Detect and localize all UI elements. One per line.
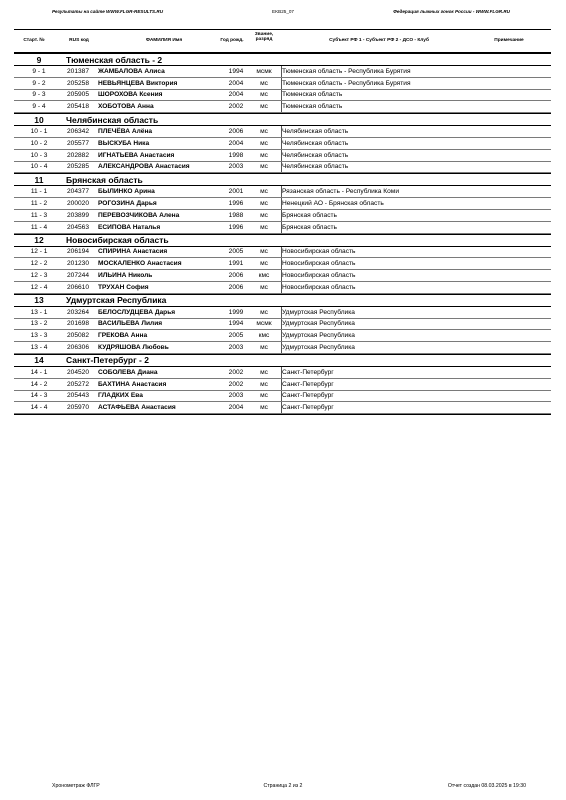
athlete-name-cell: ЖАМБАЛОВА Алиса — [98, 67, 165, 75]
table-row — [14, 101, 551, 113]
rus-code-cell: 206194 — [67, 248, 90, 256]
team-block — [14, 354, 551, 414]
athlete-name-cell: ХОБОТОВА Анна — [98, 103, 154, 111]
athlete-name-cell: МОСКАЛЕНКО Анастасия — [98, 260, 182, 268]
table-row — [14, 138, 551, 150]
rank-cell: кмс — [258, 332, 270, 340]
table-row — [14, 402, 551, 414]
birth-year-cell: 2003 — [228, 163, 244, 171]
start-number-cell: 9 - 1 — [32, 67, 46, 75]
rus-code-cell: 205082 — [67, 332, 90, 340]
start-number-cell: 10 - 2 — [30, 139, 48, 147]
athlete-name-cell: ГЛАДКИХ Ева — [98, 392, 143, 400]
table-bottom-border — [14, 414, 551, 415]
athlete-name-cell: СОБОЛЕВА Диана — [98, 368, 158, 376]
rus-code-cell: 204377 — [67, 188, 90, 196]
table-row — [14, 126, 551, 138]
start-number-cell: 14 - 4 — [30, 404, 48, 412]
region-cell: Ненецкий АО - Брянская область — [282, 199, 384, 207]
rus-code-cell: 205285 — [67, 163, 90, 171]
rus-code-cell: 204520 — [67, 368, 90, 376]
team-number: 10 — [34, 114, 44, 125]
birth-year-cell: 1999 — [228, 308, 244, 316]
start-number-cell: 14 - 1 — [30, 368, 48, 376]
rank-cell: мс — [260, 79, 268, 87]
region-cell: Рязанская область - Республика Коми — [282, 188, 400, 196]
rank-cell: мс — [260, 380, 268, 388]
rank-cell: мс — [260, 308, 268, 316]
birth-year-cell: 2005 — [228, 332, 244, 340]
team-block — [14, 113, 551, 173]
rus-code-cell: 202882 — [67, 151, 90, 159]
team-number: 14 — [34, 355, 44, 366]
rus-code-cell: 200020 — [67, 199, 90, 207]
team-block — [14, 294, 551, 354]
region-cell: Тюменская область — [282, 103, 343, 111]
birth-year-cell: 2006 — [228, 271, 244, 279]
birth-year-cell: 2004 — [228, 79, 244, 87]
col-start-number: Старт. № — [23, 38, 45, 43]
rus-code-cell: 206610 — [67, 283, 90, 291]
team-header — [14, 114, 551, 126]
rus-code-cell: 205258 — [67, 79, 90, 87]
start-number-cell: 10 - 1 — [30, 127, 48, 135]
rus-code-cell: 205577 — [67, 139, 90, 147]
start-number-cell: 9 - 2 — [32, 79, 46, 87]
birth-year-cell: 1996 — [228, 223, 244, 231]
rank-cell: мс — [260, 260, 268, 268]
birth-year-cell: 2006 — [228, 283, 244, 291]
athlete-name-cell: БЫЛИНКО Арина — [98, 188, 155, 196]
team-number: 13 — [34, 295, 44, 306]
region-cell: Новосибирская область — [282, 248, 356, 256]
rus-code-cell: 201230 — [67, 260, 90, 268]
team-name: Брянская область — [66, 174, 143, 185]
region-cell: Новосибирская область — [282, 260, 356, 268]
table-row — [14, 391, 551, 403]
region-cell: Удмуртская Республика — [282, 343, 355, 351]
table-row — [14, 342, 551, 354]
birth-year-cell: 1994 — [228, 320, 244, 328]
table-row — [14, 186, 551, 198]
rank-cell: мс — [260, 91, 268, 99]
table-row — [14, 258, 551, 270]
start-number-cell: 13 - 4 — [30, 343, 48, 351]
table-row — [14, 66, 551, 78]
athlete-name-cell: АЛЕКСАНДРОВА Анастасия — [98, 163, 190, 171]
region-cell: Санкт-Петербург — [282, 380, 334, 388]
team-block — [14, 234, 551, 294]
athlete-name-cell: НЕВЬЯНЦЕВА Виктория — [98, 79, 178, 87]
region-cell: Брянская область — [282, 223, 337, 231]
teams-container — [14, 53, 551, 414]
birth-year-cell: 1991 — [228, 260, 244, 268]
region-cell: Тюменская область - Республика Бурятия — [282, 67, 411, 75]
athlete-name-cell: ВЫСКУБА Ника — [98, 139, 150, 147]
rus-code-cell: 201387 — [67, 67, 90, 75]
col-rank: Звание, разряд — [254, 32, 274, 42]
region-cell: Тюменская область - Республика Бурятия — [282, 79, 411, 87]
region-cell: Санкт-Петербург — [282, 392, 334, 400]
team-header — [14, 235, 551, 247]
rank-cell: мс — [260, 188, 268, 196]
rank-cell: мс — [260, 248, 268, 256]
birth-year-cell: 2002 — [228, 380, 244, 388]
rank-cell: мс — [260, 199, 268, 207]
rank-cell: мс — [260, 103, 268, 111]
start-number-cell: 11 - 3 — [30, 211, 48, 219]
footer-report-created: Отчет создан 08.03.2025 в 19:30 — [447, 783, 526, 789]
team-number: 12 — [34, 235, 44, 246]
birth-year-cell: 1994 — [228, 67, 244, 75]
team-header — [14, 54, 551, 66]
rank-cell: мс — [260, 392, 268, 400]
startlist-table — [14, 29, 551, 415]
col-note: Примечание — [494, 38, 524, 43]
header-site-link[interactable]: Результаты на сайте WWW.FLGR-RESULTS.RU — [52, 9, 164, 14]
rank-cell: мс — [260, 343, 268, 351]
rus-code-cell: 206342 — [67, 127, 90, 135]
table-row — [14, 319, 551, 331]
col-rus-code: RUS код — [69, 38, 89, 43]
region-cell: Тюменская область — [282, 91, 343, 99]
start-number-cell: 12 - 1 — [30, 248, 48, 256]
birth-year-cell: 1996 — [228, 199, 244, 207]
rank-cell: мсмк — [256, 320, 272, 328]
athlete-name-cell: ИГНАТЬЕВА Анастасия — [98, 151, 175, 159]
team-block — [14, 53, 551, 113]
start-number-cell: 14 - 3 — [30, 392, 48, 400]
col-region: Субъект РФ 1 - Субъект РФ 2 - ДСО - Клуб — [329, 38, 429, 43]
rus-code-cell: 205272 — [67, 380, 90, 388]
start-number-cell: 12 - 3 — [30, 271, 48, 279]
athlete-name-cell: БЕЛОСЛУДЦЕВА Дарья — [98, 308, 176, 316]
athlete-name-cell: ВАСИЛЬЕВА Лилия — [98, 320, 163, 328]
region-cell: Брянская область — [282, 211, 337, 219]
rank-cell: мс — [260, 404, 268, 412]
header-federation-link[interactable]: Федерация лыжных гонок России - WWW.FLGR.RU — [393, 9, 510, 14]
table-row — [14, 247, 551, 259]
start-number-cell: 12 - 4 — [30, 283, 48, 291]
athlete-name-cell: КУДРЯШОВА Любовь — [98, 343, 169, 351]
birth-year-cell: 2004 — [228, 91, 244, 99]
table-row — [14, 150, 551, 162]
team-name: Удмуртская Республика — [66, 295, 167, 306]
rank-cell: мс — [260, 223, 268, 231]
col-name: ФАМИЛИЯ Имя — [145, 38, 183, 43]
birth-year-cell: 2002 — [228, 368, 244, 376]
team-name: Новосибирская область — [66, 235, 169, 246]
start-number-cell: 12 - 2 — [30, 260, 48, 268]
birth-year-cell: 2002 — [228, 103, 244, 111]
start-number-cell: 10 - 3 — [30, 151, 48, 159]
footer-timing: Хронометраж ФЛГР — [52, 783, 100, 789]
rus-code-cell: 203264 — [67, 308, 90, 316]
rank-cell: мс — [260, 139, 268, 147]
rus-code-cell: 203899 — [67, 211, 90, 219]
region-cell: Удмуртская Республика — [282, 320, 355, 328]
team-header — [14, 295, 551, 307]
region-cell: Челябинская область — [282, 139, 349, 147]
table-row — [14, 78, 551, 90]
athlete-name-cell: ГРЕКОВА Анна — [98, 332, 148, 340]
rus-code-cell: 201698 — [67, 320, 90, 328]
birth-year-cell: 2003 — [228, 392, 244, 400]
start-number-cell: 14 - 2 — [30, 380, 48, 388]
rus-code-cell: 205905 — [67, 91, 90, 99]
birth-year-cell: 2004 — [228, 404, 244, 412]
rank-cell: мс — [260, 368, 268, 376]
rank-cell: мс — [260, 211, 268, 219]
table-row — [14, 330, 551, 342]
athlete-name-cell: СПИРИНА Анастасия — [98, 248, 168, 256]
team-name: Челябинская область — [66, 114, 159, 125]
region-cell: Санкт-Петербург — [282, 404, 334, 412]
table-row — [14, 367, 551, 379]
table-row — [14, 222, 551, 234]
start-number-cell: 11 - 4 — [30, 223, 48, 231]
footer-page-number: Страница 2 из 2 — [263, 783, 303, 789]
team-header — [14, 174, 551, 186]
table-row — [14, 307, 551, 319]
rank-cell: мс — [260, 127, 268, 135]
table-row — [14, 282, 551, 294]
region-cell: Удмуртская Республика — [282, 332, 355, 340]
athlete-name-cell: АСТАФЬЕВА Анастасия — [98, 404, 176, 412]
start-number-cell: 13 - 3 — [30, 332, 48, 340]
rus-code-cell: 205970 — [67, 404, 90, 412]
rus-code-cell: 205443 — [67, 392, 90, 400]
athlete-name-cell: ПЕРЕВОЗЧИКОВА Алена — [98, 211, 180, 219]
table-row — [14, 210, 551, 222]
header-event-code: EKB25_07 — [272, 9, 294, 14]
team-name: Тюменская область - 2 — [66, 54, 163, 65]
team-name: Санкт-Петербург - 2 — [66, 355, 149, 366]
rank-cell: мс — [260, 163, 268, 171]
athlete-name-cell: ШОРОХОВА Ксения — [98, 91, 163, 99]
region-cell: Челябинская область — [282, 163, 349, 171]
athlete-name-cell: БАХТИНА Анастасия — [98, 380, 167, 388]
start-number-cell: 13 - 1 — [30, 308, 48, 316]
rank-cell: мс — [260, 151, 268, 159]
start-number-cell: 10 - 4 — [30, 163, 48, 171]
athlete-name-cell: ТРУХАН София — [98, 283, 149, 291]
rank-cell: кмс — [258, 271, 270, 279]
region-cell: Новосибирская область — [282, 283, 356, 291]
table-row — [14, 198, 551, 210]
athlete-name-cell: ПЛЕЧЁВА Алёна — [98, 127, 153, 135]
table-row — [14, 90, 551, 102]
rus-code-cell: 205418 — [67, 103, 90, 111]
rus-code-cell: 207244 — [67, 271, 90, 279]
athlete-name-cell: ИЛЬИНА Николь — [98, 271, 153, 279]
region-cell: Челябинская область — [282, 151, 349, 159]
team-block — [14, 173, 551, 233]
start-number-cell: 13 - 2 — [30, 320, 48, 328]
birth-year-cell: 2003 — [228, 343, 244, 351]
athlete-name-cell: ЕСИПОВА Наталья — [98, 223, 161, 231]
birth-year-cell: 2004 — [228, 139, 244, 147]
birth-year-cell: 1988 — [228, 211, 244, 219]
team-number: 11 — [34, 174, 44, 185]
rus-code-cell: 206306 — [67, 343, 90, 351]
rank-cell: мсмк — [256, 67, 272, 75]
region-cell: Удмуртская Республика — [282, 308, 355, 316]
team-header — [14, 355, 551, 367]
start-number-cell: 9 - 3 — [32, 91, 46, 99]
athlete-name-cell: РОГОЗИНА Дарья — [98, 199, 157, 207]
team-number: 9 — [36, 54, 42, 65]
rank-cell: мс — [260, 283, 268, 291]
start-number-cell: 9 - 4 — [32, 103, 46, 111]
col-birth-year: Год рожд. — [220, 38, 244, 43]
start-number-cell: 11 - 1 — [30, 188, 48, 196]
table-row — [14, 379, 551, 391]
start-number-cell: 11 - 2 — [30, 199, 48, 207]
column-header-row — [14, 29, 551, 53]
birth-year-cell: 2001 — [228, 188, 244, 196]
table-row — [14, 270, 551, 282]
birth-year-cell: 2006 — [228, 127, 244, 135]
rus-code-cell: 204563 — [67, 223, 90, 231]
region-cell: Новосибирская область — [282, 271, 356, 279]
region-cell: Челябинская область — [282, 127, 349, 135]
birth-year-cell: 1998 — [228, 151, 244, 159]
region-cell: Санкт-Петербург — [282, 368, 334, 376]
birth-year-cell: 2005 — [228, 248, 244, 256]
table-row — [14, 162, 551, 174]
